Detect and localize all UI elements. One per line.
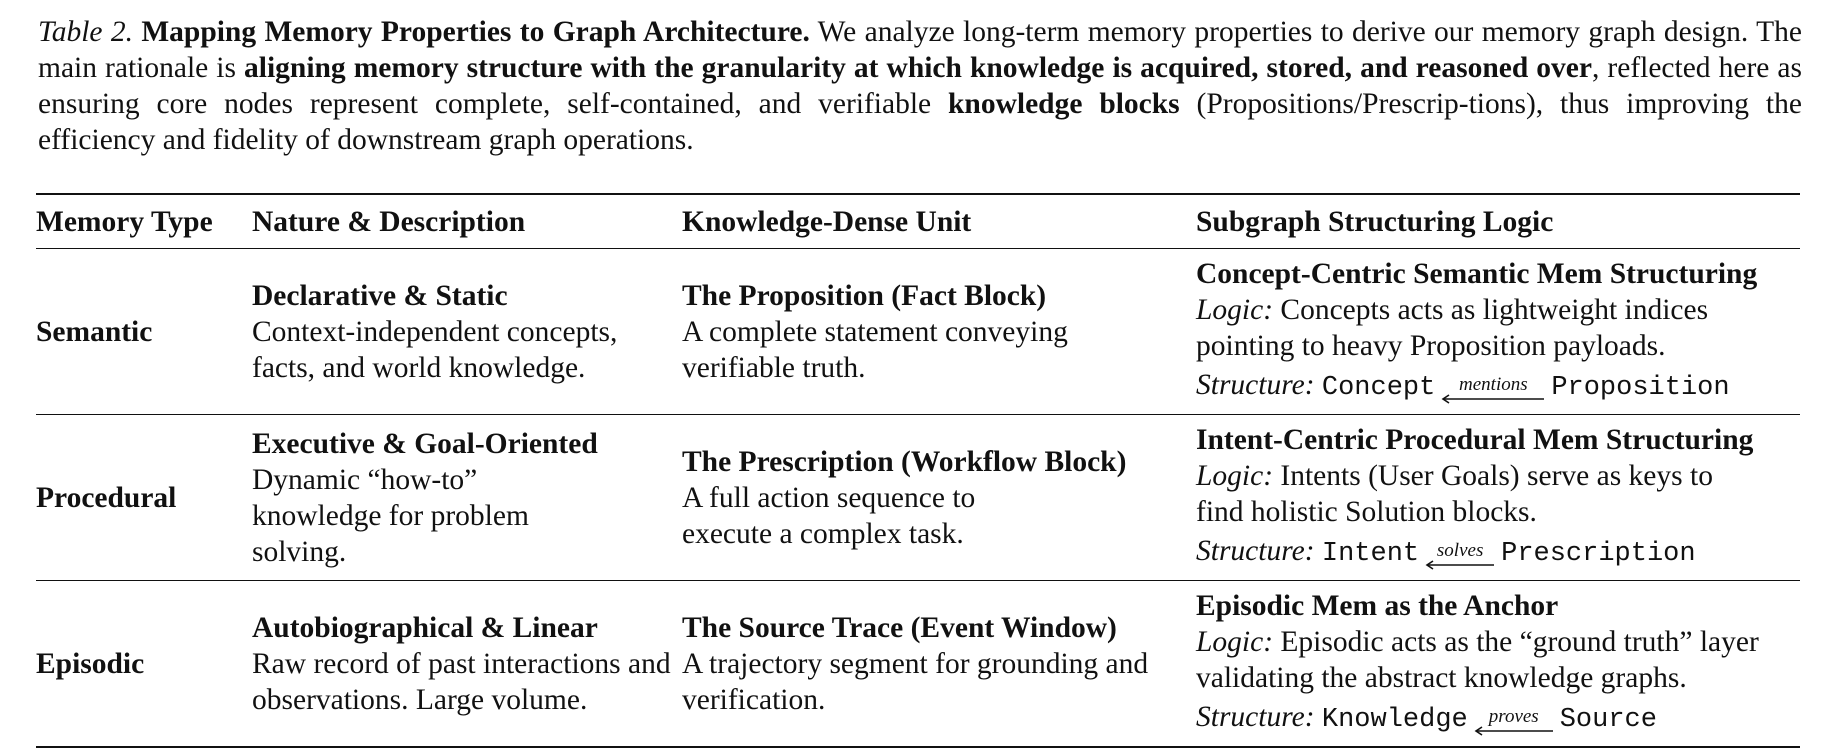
- logic-cell: [1196, 249, 1800, 415]
- structure-right-node: Source: [1559, 704, 1657, 735]
- memory-type-cell: Semantic: [36, 315, 153, 348]
- structure-right-node: Prescription: [1501, 538, 1696, 569]
- relation-arrow: [1441, 373, 1545, 404]
- logic-title: Intent-Centric Procedural Mem Structuring: [1196, 423, 1754, 456]
- logic-cell: [1196, 415, 1800, 581]
- caption-title: Mapping Memory Properties to Graph Architecture.: [141, 16, 810, 48]
- nature-cell: [252, 249, 682, 415]
- logic-body: Concepts acts as lightweight indices pointing to heavy Proposition payloads.: [1196, 293, 1709, 362]
- memory-mapping-table: [36, 193, 1800, 748]
- structure-line: [1196, 367, 1800, 408]
- logic-title: Episodic Mem as the Anchor: [1196, 589, 1559, 622]
- unit-cell: [682, 249, 1196, 415]
- logic-label: Logic:: [1196, 459, 1274, 492]
- header-memory-type: Memory Type: [36, 205, 213, 238]
- structure-right-node: Proposition: [1551, 372, 1730, 403]
- left-arrow-icon: [1441, 394, 1545, 404]
- unit-title: The Source Trace (Event Window): [682, 611, 1117, 644]
- nature-title: Executive & Goal-Oriented: [252, 427, 598, 460]
- structure-label: Structure:: [1196, 534, 1315, 567]
- memory-type-cell: Procedural: [36, 481, 177, 514]
- relation-label: solves: [1436, 539, 1484, 561]
- nature-cell: [252, 581, 682, 748]
- unit-cell: [682, 581, 1196, 748]
- structure-left-node: Knowledge: [1321, 704, 1468, 735]
- unit-description: A full action sequence to execute a complex task.: [682, 481, 976, 550]
- logic-body: Intents (User Goals) serve as keys to find holistic Solution blocks.: [1196, 459, 1713, 528]
- unit-description: A complete statement conveying verifiable truth.: [682, 315, 1068, 384]
- structure-label: Structure:: [1196, 700, 1315, 733]
- table-row: [36, 581, 1800, 748]
- structure-label: Structure:: [1196, 368, 1315, 401]
- logic-text: [1196, 458, 1800, 530]
- unit-cell: [682, 415, 1196, 581]
- structure-left-node: Concept: [1321, 372, 1436, 403]
- nature-description: Dynamic “how-to” knowledge for problem solving.: [252, 463, 529, 568]
- relation-arrow: [1474, 705, 1554, 736]
- table-caption: [38, 14, 1802, 158]
- caption-bold-1: aligning memory structure with the granularity at which knowledge is acquired, stored, and reasoned over: [244, 52, 1592, 84]
- left-arrow-icon: [1425, 560, 1495, 570]
- left-arrow-icon: [1474, 726, 1554, 736]
- caption-label: Table 2.: [38, 16, 133, 48]
- structure-line: [1196, 533, 1800, 574]
- logic-text: [1196, 292, 1800, 364]
- unit-title: The Proposition (Fact Block): [682, 279, 1047, 312]
- relation-label: mentions: [1459, 373, 1528, 395]
- table-header-row: [36, 194, 1800, 249]
- nature-cell: [252, 415, 682, 581]
- relation-label: proves: [1488, 705, 1539, 727]
- caption-text-3: (Propositions/Prescrip-tions), thus improving the efficiency and fidelity of downstream graph operations.: [38, 88, 1802, 156]
- logic-body: Episodic acts as the “ground truth” layer validating the abstract knowledge graphs.: [1196, 625, 1759, 694]
- relation-arrow: [1425, 539, 1495, 570]
- nature-description: Context-independent concepts, facts, and world knowledge.: [252, 315, 618, 384]
- header-knowledge-unit: Knowledge-Dense Unit: [682, 205, 972, 238]
- table-row: [36, 415, 1800, 581]
- memory-type-cell: Episodic: [36, 647, 145, 680]
- unit-description: A trajectory segment for grounding and verification.: [682, 647, 1149, 716]
- logic-title: Concept-Centric Semantic Mem Structuring: [1196, 257, 1758, 290]
- caption-text-2: , reflected here as ensuring core nodes represent complete, self-contained, and verifiable: [38, 52, 1803, 120]
- header-structuring-logic: Subgraph Structuring Logic: [1196, 205, 1554, 238]
- logic-text: [1196, 624, 1800, 696]
- logic-cell: [1196, 581, 1800, 748]
- table-body: [36, 249, 1800, 748]
- caption-bold-2: knowledge blocks: [948, 88, 1180, 120]
- caption-text-1: We analyze long-term memory properties to derive our memory graph design. The main rationale is: [38, 16, 1802, 84]
- nature-title: Autobiographical & Linear: [252, 611, 598, 644]
- logic-label: Logic:: [1196, 625, 1274, 658]
- structure-left-node: Intent: [1321, 538, 1420, 569]
- logic-label: Logic:: [1196, 293, 1274, 326]
- structure-line: [1196, 699, 1800, 740]
- nature-title: Declarative & Static: [252, 279, 508, 312]
- unit-title: The Prescription (Workflow Block): [682, 445, 1127, 478]
- table-row: [36, 249, 1800, 415]
- table-header: [36, 194, 1800, 249]
- header-nature-description: Nature & Description: [252, 205, 526, 238]
- nature-description: Raw record of past interactions and observations. Large volume.: [252, 647, 671, 716]
